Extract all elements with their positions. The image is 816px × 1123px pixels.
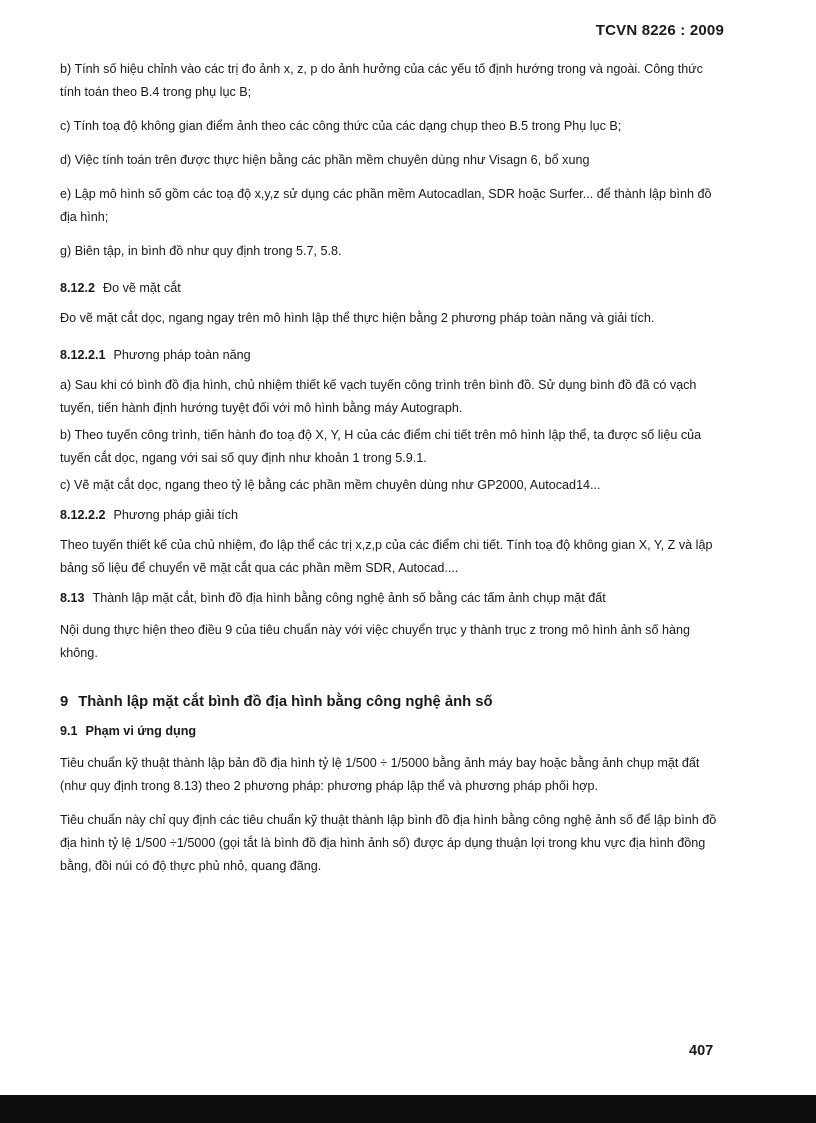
paragraph: Theo tuyến thiết kế của chủ nhiệm, đo lập thể các trị x,z,p của các điểm chi tiết. Tính toạ độ không gian X, Y, Z và lập bảng số liệu để chuyển vẽ mặt cắt qua các phần mềm SDR, Autocad.... (60, 538, 713, 575)
paragraph: c) Tính toạ độ không gian điểm ảnh theo các công thức của các dạng chụp theo B.5 trong Phụ lục B; (60, 119, 622, 133)
section-title: Thành lập mặt cắt, bình đồ địa hình bằng công nghệ ảnh số bằng các tấm ảnh chụp mặt đất (92, 591, 606, 605)
list-item: a) Sau khi có bình đồ địa hình, chủ nhiệm thiết kế vạch tuyến công trình trên bình đồ. Sử dụng bình đồ đã có vạch tuyến, tiến hành định hướng tuyệt đối với mô hình bằng máy Autograph. (60, 378, 697, 415)
paragraph: Đo vẽ mặt cắt dọc, ngang ngay trên mô hình lập thể thực hiện bằng 2 phương pháp toàn năng và giải tích. (60, 311, 655, 325)
section-heading-8-12-2-2 (60, 504, 725, 527)
paragraph: Tiêu chuẩn kỹ thuật thành lập bản đồ địa hình tỷ lệ 1/500 ÷ 1/5000 bằng ảnh máy bay hoặc bằng ảnh chụp mặt đất (như quy định trong 8.13) theo 2 phương pháp: phương pháp lập thể và phương pháp phối hợp. (60, 756, 700, 793)
section-number: 8.12.2.2 (60, 508, 106, 522)
section-title: Phương pháp toàn năng (113, 348, 251, 362)
paragraph: e) Lập mô hình số gồm các toạ độ x,y,z sử dụng các phần mềm Autocadlan, SDR hoặc Surfer... để thành lập bình đồ địa hình; (60, 187, 712, 224)
document-code-header: TCVN 8226 : 2009 (595, 22, 724, 39)
section-heading-9-1 (60, 720, 725, 743)
page-number: 407 (689, 1043, 714, 1059)
list-item: c) Vẽ mặt cắt dọc, ngang theo tỷ lệ bằng các phần mềm chuyên dùng như GP2000, Autocad14... (60, 478, 601, 492)
section-heading-9 (60, 691, 725, 714)
section-number: 9 (60, 694, 69, 710)
section-title: Thành lập mặt cắt bình đồ địa hình bằng công nghệ ảnh số (78, 694, 493, 710)
section-title: Phạm vi ứng dụng (85, 724, 197, 738)
section-heading-8-13 (60, 587, 725, 610)
paragraph: g) Biên tập, in bình đồ như quy định trong 5.7, 5.8. (60, 244, 342, 258)
section-number: 8.12.2.1 (60, 348, 106, 362)
paragraph: Tiêu chuẩn này chỉ quy định các tiêu chuẩn kỹ thuật thành lập bình đồ địa hình bằng công nghệ ảnh số để lập bình đồ địa hình tỷ lệ 1/500 ÷1/5000 (gọi tắt là bình đồ địa hình ảnh số) được áp dụng thuận lợi trong khu vực địa hình đồng bằng, đồi núi có độ thực phủ nhỏ, quang đãng. (60, 813, 717, 873)
section-number: 8.13 (60, 591, 85, 605)
section-title: Đo vẽ mặt cắt (103, 281, 181, 295)
section-number: 9.1 (60, 724, 78, 738)
paragraph: Nội dung thực hiện theo điều 9 của tiêu chuẩn này với việc chuyển trục y thành trục z trong mô hình ảnh số hàng không. (60, 623, 690, 660)
paragraph: d) Việc tính toán trên được thực hiện bằng các phần mềm chuyên dùng như Visagn 6, bổ xung (60, 153, 590, 167)
section-heading-8-12-2-1 (60, 344, 725, 367)
section-title: Phương pháp giải tích (113, 508, 239, 522)
paragraph: b) Tính số hiệu chỉnh vào các trị đo ảnh x, z, p do ảnh hưởng của các yếu tố định hướng trong và ngoài. Công thức tính toán theo B.4 trong phụ lục B; (60, 62, 703, 99)
section-number: 8.12.2 (60, 281, 96, 295)
scan-edge-bar (0, 1095, 816, 1123)
page-content (60, 58, 725, 889)
list-item: b) Theo tuyến công trình, tiến hành đo toạ độ X, Y, H của các điểm chi tiết trên mô hình lập thể, ta được số liệu của tuyến cắt dọc, ngang với sai số quy định như khoản 1 trong 5.9.1. (60, 428, 702, 465)
section-heading-8-12-2 (60, 277, 725, 300)
